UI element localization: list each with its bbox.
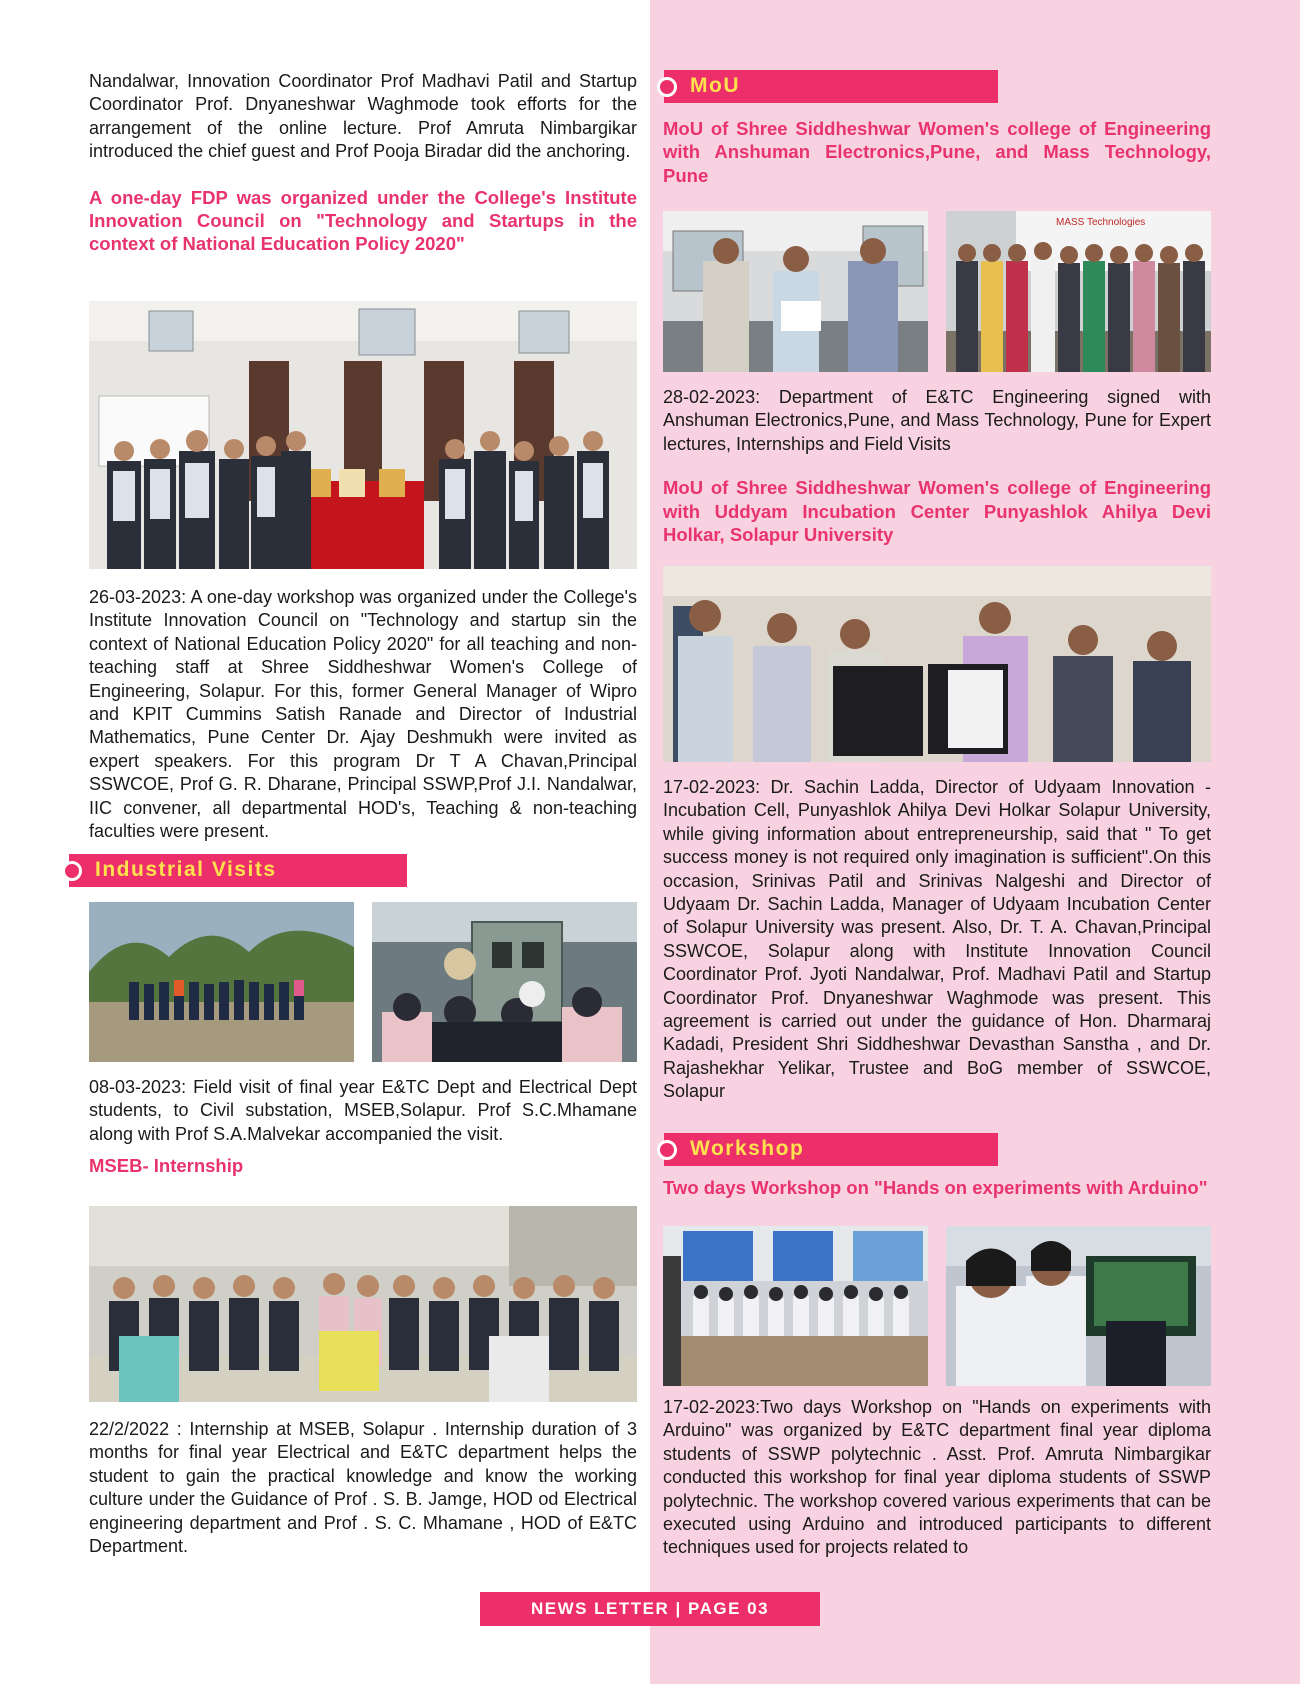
- internship-text-block: [89, 1418, 637, 1558]
- bullet-dot-icon: [657, 77, 677, 97]
- workshop-heading: Two days Workshop on "Hands on experiments with Arduino": [663, 1177, 1208, 1198]
- mou2-paragraph: 17-02-2023: Dr. Sachin Ladda, Director of Udyaam Innovation - Incubation Cell, Punyashlok Ahilya Devi Holkar Solapur University, while giving information about entrepreneurship, said that " To get success money is not required only imagination is sufficient".On this occasion, Srinivas Patil and Srinivas Nalgeshi and Director of Udyaam Dr. Sachin Ladda, Manager of Udyaam Incubation Center of Solapur University was present. Also, Dr. T. A. Chavan,Principal SSWCOE, Solapur along with Institute Innovation Council Coordinator Prof. Jyoti Nandalwar, Prof. Madhavi Patil and Startup Coordinator Prof. Dnyaneshwar Waghmode was present. This agreement is carried out under the guidance of Hon. Dharmaraj Kadadi, President Shri Siddheshwar Devasthan Sanstha , and Dr. Rajashekhar Yelikar, Trustee and BoG member of SSWCOE, Solapur: [663, 777, 1211, 1102]
- internship-heading: MSEB- Internship: [89, 1155, 244, 1177]
- fdp-heading: A one-day FDP was organized under the College's Institute Innovation Council on "Technology and Startups in the context of National Education Policy 2020": [89, 186, 637, 255]
- mou-banner: [664, 70, 998, 103]
- mou2-heading: MoU of Shree Siddheshwar Women's college of Engineering with Uddyam Incubation Center Punyashlok Ahilya Devi Holkar, Solapur University: [663, 477, 1211, 546]
- workshop-title: Workshop: [690, 1137, 805, 1160]
- fdp-paragraph: 26-03-2023: A one-day workshop was organized under the College's Institute Innovation Council on "Technology and startup sin the context of National Education Policy 2020" for all teaching and non-teaching staff at Shree Siddheshwar Women's College of Engineering, Solapur. For this, former General Manager of Wipro and KPIT Cummins Satish Ranade and Director of Industrial Mathematics, Pune Center Dr. Ajay Deshmukh were invited as expert speakers. For this program Dr T A Chavan,Principal SSWCOE, Prof G. R. Dharane, Principal SSWP,Prof J.I. Nandalwar, IIC convener, all departmental HOD's, Teaching & non-teaching faculties were present.: [89, 587, 637, 842]
- mou1-paragraph-block: [663, 386, 1211, 546]
- footer-page-label: NEWS LETTER | PAGE 03: [530, 1599, 770, 1618]
- mou1-paragraph: 28-02-2023: Department of E&TC Engineering signed with Anshuman Electronics,Pune, and Mass Technology, Pune for Expert lectures, Internships and Field Visits: [663, 387, 1211, 454]
- mou1-text-block: [663, 117, 1211, 187]
- mou1-heading: MoU of Shree Siddheshwar Women's college of Engineering with Anshuman Electronics,Pune, and Mass Technology, Pune: [663, 118, 1211, 186]
- workshop-paragraph: 17-02-2023:Two days Workshop on "Hands on experiments with Arduino" was organized by E&TC department final year diploma students of SSWP polytechnic . Asst. Prof. Amruta Nimbargikar conducted this workshop for final year diploma students of SSWP polytechnic. The workshop covered various experiments that can be executed using Arduino and introduced participants to different techniques used for projects related to: [663, 1397, 1211, 1558]
- intro-paragraph: Nandalwar, Innovation Coordinator Prof Madhavi Patil and Startup Coordinator Prof. Dnyaneshwar Waghmode took efforts for the arrangement of the online lecture. Prof Amruta Nimbargikar introduced the chief guest and Prof Pooja Biradar did the anchoring.: [89, 71, 637, 162]
- bullet-dot-icon: [62, 861, 82, 881]
- left-column: [89, 70, 637, 256]
- industrial-visits-title: Industrial Visits: [95, 858, 277, 881]
- visit-paragraph: 08-03-2023: Field visit of final year E&TC Dept and Electrical Dept students, to Civil substation, MSEB,Solapur. Prof S.C.Mhamane along with Prof S.A.Malvekar accompanied the visit.: [89, 1077, 637, 1144]
- workshop-heading-block: [663, 1176, 1211, 1199]
- mou2-paragraph-block: [663, 776, 1211, 1104]
- internship-paragraph: 22/2/2022 : Internship at MSEB, Solapur . Internship duration of 3 months for final year Electrical and E&TC department helps the student to gain the practical knowledge and know the working culture under the Guidance of Prof . S. B. Jamge, HOD od Electrical engineering department and Prof . S. C. Mhamane , HOD of E&TC Department.: [89, 1419, 637, 1557]
- field-visit-group-photo: [89, 902, 354, 1062]
- bullet-dot-icon: [657, 1140, 677, 1160]
- mou1-signing-photo: [663, 211, 928, 372]
- substation-visit-photo: [372, 902, 637, 1062]
- mou-title: MoU: [690, 74, 740, 97]
- internship-group-photo: [89, 1206, 637, 1402]
- workshop-lab-photo: [946, 1226, 1211, 1386]
- industrial-visits-banner: [69, 854, 407, 887]
- mou2-signing-photo: [663, 566, 1211, 762]
- fdp-photo: [89, 301, 637, 569]
- workshop-banner: [664, 1133, 998, 1166]
- mou1-group-photo: [946, 211, 1211, 372]
- workshop-classroom-photo: [663, 1226, 928, 1386]
- visit-text-block: [89, 1076, 637, 1178]
- banner-text: MASS Technologies: [1056, 217, 1146, 228]
- footer-bar: [480, 1592, 820, 1626]
- fdp-text-block: [89, 586, 637, 843]
- workshop-paragraph-block: [663, 1396, 1211, 1560]
